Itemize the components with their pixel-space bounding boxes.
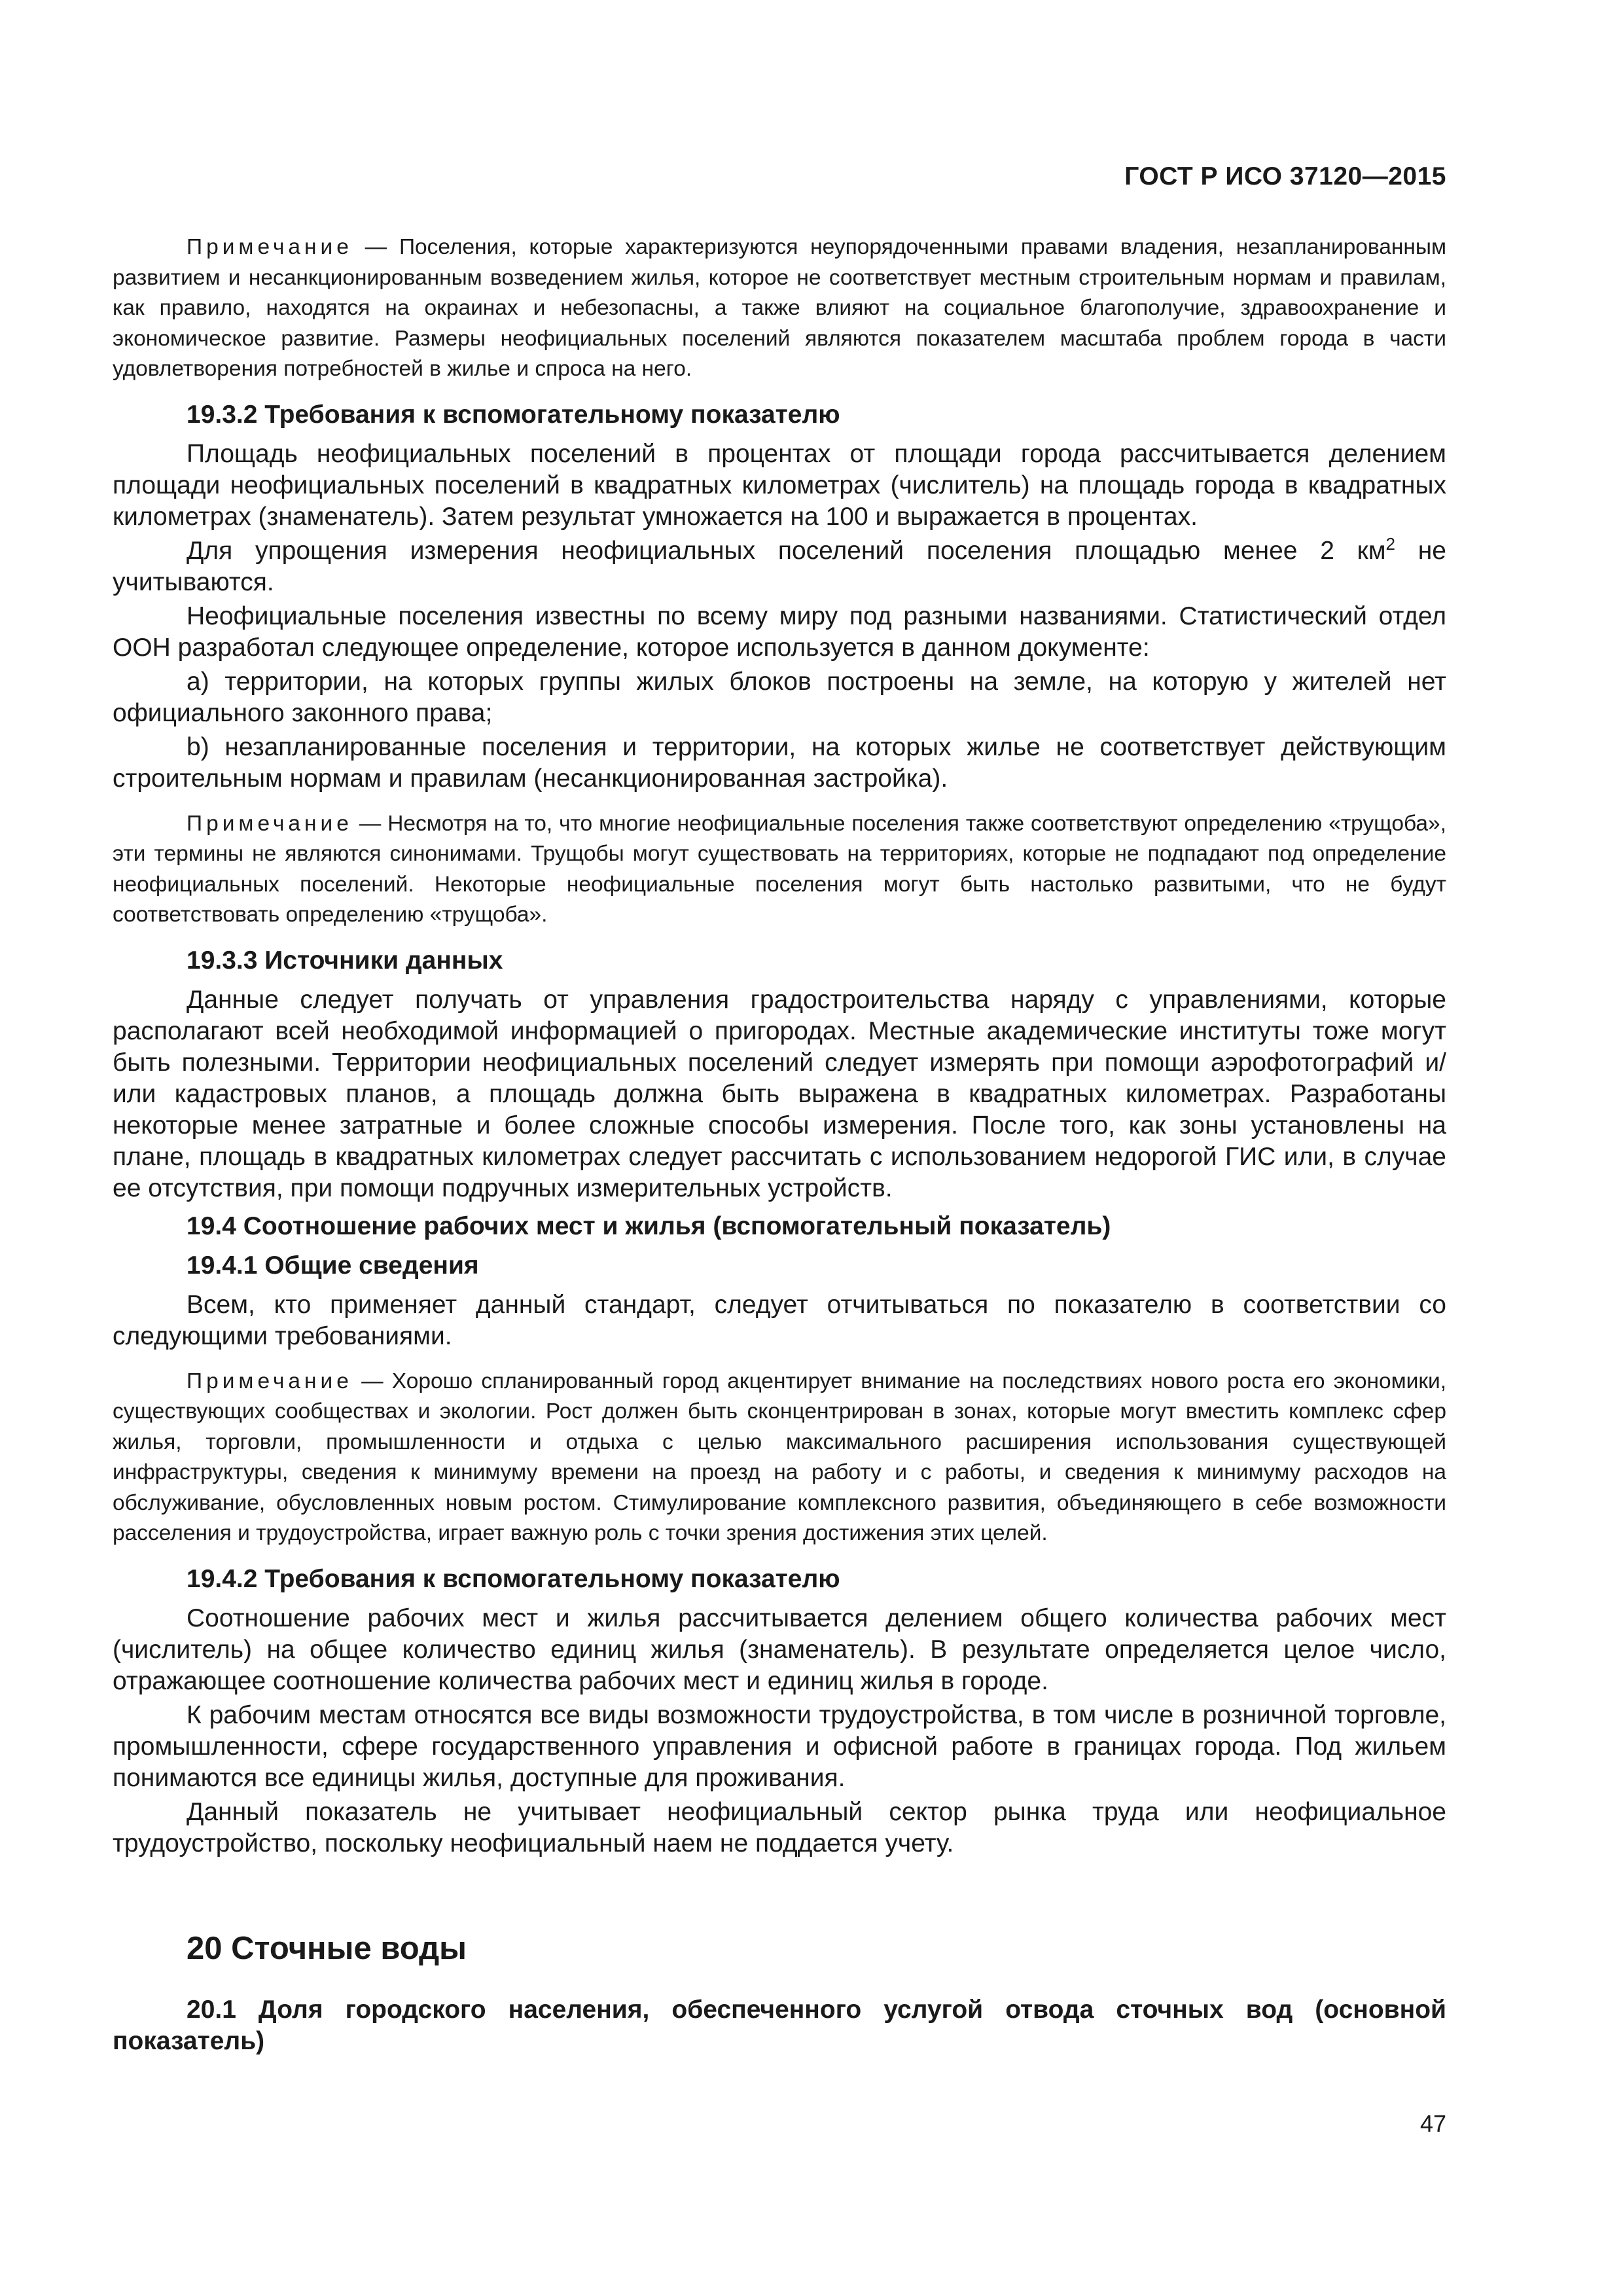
note-label: Примечание xyxy=(187,235,353,259)
body-paragraph: Данные следует получать от управления градостроительства наряду с управлениями, которые располагают всей необходимой информацией о пригородах. Местные академические институты тоже могут быть полезными. Территории неофициальных поселений следует измерять при помощи аэрофотографий и/или кадастровых планов, а площадь должна быть выражена в квадратных километрах. Разработаны некоторые менее затратные и более сложные способы измерения. После того, как зоны установлены на плане, площадь в квадратных километрах следует рассчитать с использованием недорогой ГИС или, в случае ее отсутствия, при помощи подручных измерительных устройств. xyxy=(113,985,1446,1202)
list-item: b) незапланированные поселения и территории, на которых жилье не соответствует действующим строительным нормам и правилам (несанкционированная застройка). xyxy=(113,732,1446,793)
body-paragraph: К рабочим местам относятся все виды возможности трудоустройства, в том числе в розничной торговле, промышленности, сфере государственного управления и офисной работе в границах города. Под жильем понимаются все единицы жилья, доступные для проживания. xyxy=(113,1700,1446,1792)
note-dash: — xyxy=(352,811,388,836)
text-run: не учитываются. xyxy=(113,536,1446,596)
body-paragraph: Площадь неофициальных поселений в процентах от площади города рассчитывается делением площади неофициальных поселений в квадратных километрах (числитель) на площадь города в квадратных километрах (знаменатель). Затем результат умножается на 100 и выражается в процентах. xyxy=(113,439,1446,531)
body-paragraph: Данный показатель не учитывает неофициальный сектор рынка труда или неофициальное трудоустройство, поскольку неофициальный наем не поддается учету. xyxy=(113,1797,1446,1857)
note-paragraph xyxy=(113,1367,1446,1549)
note-label: Примечание xyxy=(187,811,353,836)
clause-heading: 19.4 Соотношение рабочих мест и жилья (вспомогательный показатель) xyxy=(187,1211,1111,1240)
note-paragraph xyxy=(113,809,1446,931)
document-code-header: ГОСТ Р ИСО 37120—2015 xyxy=(1124,162,1446,190)
note-label: Примечание xyxy=(187,1369,353,1393)
subclause-heading: 19.4.2 Требования к вспомогательному показателю xyxy=(187,1564,840,1593)
page-content xyxy=(113,232,1446,2057)
note-dash: — xyxy=(352,1369,392,1393)
note-text: Несмотря на то, что многие неофициальные поселения также соответствуют определению «трущоба», эти термины не являются синонимами. Трущобы могут существовать на территориях, которые не подпадают под определение неофициальных поселений. Некоторые неофициальные поселения могут быть настолько развитыми, что не будут соответствовать определению «трущоба». xyxy=(113,811,1446,927)
superscript: 2 xyxy=(1385,533,1395,554)
section-heading: 20 Сточные воды xyxy=(187,1930,467,1966)
body-paragraph: Всем, кто применяет данный стандарт, следует отчитываться по показателю в соответствии со следующими требованиями. xyxy=(113,1290,1446,1350)
text-run: Для упрощения измерения неофициальных поселений поселения площадью менее 2 км xyxy=(187,536,1386,565)
subclause-heading: 19.4.1 Общие сведения xyxy=(187,1251,479,1280)
note-dash: — xyxy=(352,235,399,259)
body-paragraph: Соотношение рабочих мест и жилья рассчитывается делением общего количества рабочих мест (числитель) на общее количество единиц жилья (знаменатель). В результате определяется целое число, отражающее соотношение количества рабочих мест и единиц жилья в городе. xyxy=(113,1604,1446,1695)
body-paragraph: Неофициальные поселения известны по всему миру под разными названиями. Статистический отдел ООН разработал следующее определение, которое используется в данном документе: xyxy=(113,601,1446,662)
note-paragraph xyxy=(113,232,1446,385)
list-item: a) территории, на которых группы жилых блоков построены на земле, на которую у жителей нет официального законного права; xyxy=(113,667,1446,727)
note-text: Хорошо спланированный город акцентирует внимание на последствиях нового роста его экономики, существующих сообществах и экологии. Рост должен быть сконцентрирован в зонах, которые могут вместить комплекс сфер жилья, торговли, промышленности и отдыха с целью максимального расширения использования существующей инфраструктуры, сведения к минимуму времени на проезд на работу и с работы, и сведения к минимуму расходов на обслуживание, обусловленных новым ростом. Стимулирование комплексного развития, объединяющего в себе возможности расселения и трудоустройства, играет важную роль с точки зрения достижения этих целей. xyxy=(113,1369,1447,1545)
subclause-heading: 19.3.2 Требования к вспомогательному показателю xyxy=(187,400,840,429)
note-text: Поселения, которые характеризуются неупорядоченными правами владения, незапланированным развитием и несанкционированным возведением жилья, которое не соответствует местным строительным нормам и правилам, как правило, находятся на окраинах и небезопасны, а также влияют на социальное благополучие, здравоохранение и экономическое развитие. Размеры неофициальных поселений являются показателем масштаба проблем города в части удовлетворения потребностей в жилье и спроса на него. xyxy=(113,235,1446,381)
clause-heading: 20.1 Доля городского населения, обеспеченного услугой отвода сточных вод (основной показатель) xyxy=(113,1995,1446,2055)
body-paragraph xyxy=(113,535,1446,598)
page-number: 47 xyxy=(1419,2110,1446,2137)
subclause-heading: 19.3.3 Источники данных xyxy=(187,946,503,975)
